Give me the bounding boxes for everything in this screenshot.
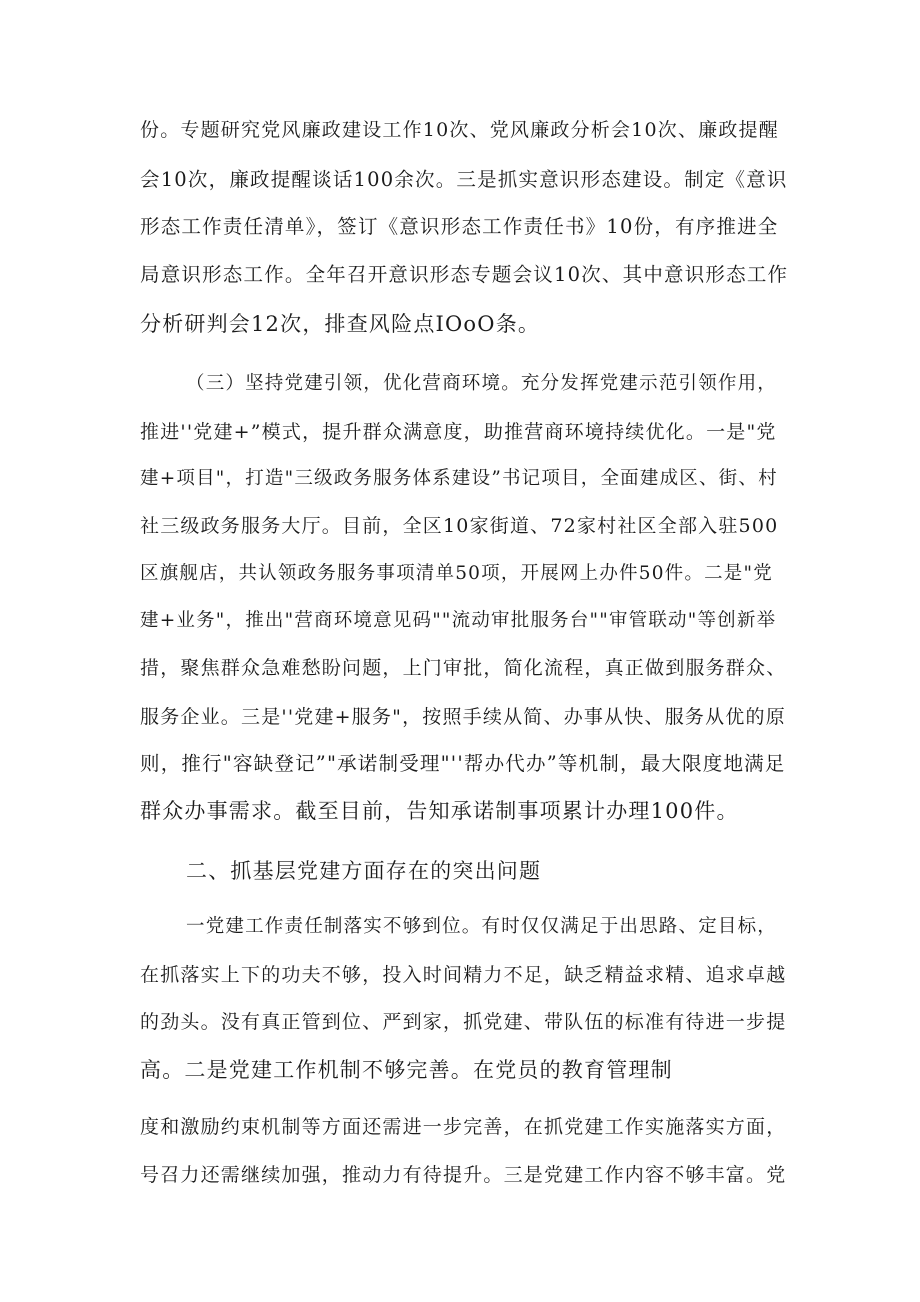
text-line: 的劲头。没有真正管到位、严到家，抓党建、带队伍的标准有待进一步提 bbox=[140, 1011, 787, 1033]
text-line: 则，推行"容缺登记”"承诺制受理"''帮办代办”等机制，最大限度地满足 bbox=[140, 752, 786, 775]
text-line: 区旗舰店，共认领政务服务事项清单50项，开展网上办件50件。二是"党 bbox=[140, 563, 773, 584]
text-line: 号召力还需继续加强，推动力有待提升。三是党建工作内容不够丰富。党 bbox=[140, 1164, 787, 1186]
text-line: 在抓落实上下的功夫不够，投入时间精力不足，缺乏精益求精、追求卓越 bbox=[140, 964, 787, 986]
text-line: 一党建工作责任制落实不够到位。有时仅仅满足于出思路、定目标， bbox=[186, 916, 778, 937]
text-line: 服务企业。三是''党建+服务"，按照手续从简、办事从快、服务从优的原 bbox=[140, 706, 786, 728]
text-line: 建+业务"，推出"营商环境意见码""流动审批服务台""审管联动"等创新举 bbox=[140, 610, 777, 631]
text-line: 建+项目"，打造"三级政务服务体系建设”书记项目，全面建成区、街、村 bbox=[140, 468, 778, 489]
text-line: 措，聚焦群众急难愁盼问题，上门审批，简化流程，真正做到服务群众、 bbox=[140, 657, 787, 679]
text-line: 分析研判会12次，排查风险点IOoO条。 bbox=[140, 312, 541, 336]
text-line: 推进''党建+”模式，提升群众满意度，助推营商环境持续优化。一是"党 bbox=[140, 421, 777, 443]
text-line: 高。二是党建工作机制不够完善。在党员的教育管理制 bbox=[140, 1058, 673, 1082]
section-heading-2: 二、抓基层党建方面存在的突出问题 bbox=[186, 859, 542, 883]
text-line: 群众办事需求。截至目前，告知承诺制事项累计办理100件。 bbox=[140, 799, 739, 823]
text-line: 会10次，廉政提醒谈话100余次。三是抓实意识形态建设。制定《意识 bbox=[140, 168, 788, 191]
text-line: 社三级政务服务大厅。目前，全区10家街道、72家村社区全部入驻500 bbox=[140, 515, 779, 537]
text-line: 份。专题研究党风廉政建设工作10次、党风廉政分析会10次、廉政提醒 bbox=[140, 119, 779, 141]
text-line: 局意识形态工作。全年召开意识形态专题会议10次、其中意识形态工作 bbox=[140, 263, 789, 286]
text-line: 度和激励约束机制等方面还需进一步完善，在抓党建工作实施落实方面， bbox=[140, 1116, 787, 1138]
text-line: 形态工作责任清单》，签订《意识形态工作责任书》10份，有序推进全 bbox=[140, 215, 779, 238]
section-heading-3: （三）坚持党建引领，优化营商环境。充分发挥党建示范引领作用， bbox=[186, 373, 778, 394]
